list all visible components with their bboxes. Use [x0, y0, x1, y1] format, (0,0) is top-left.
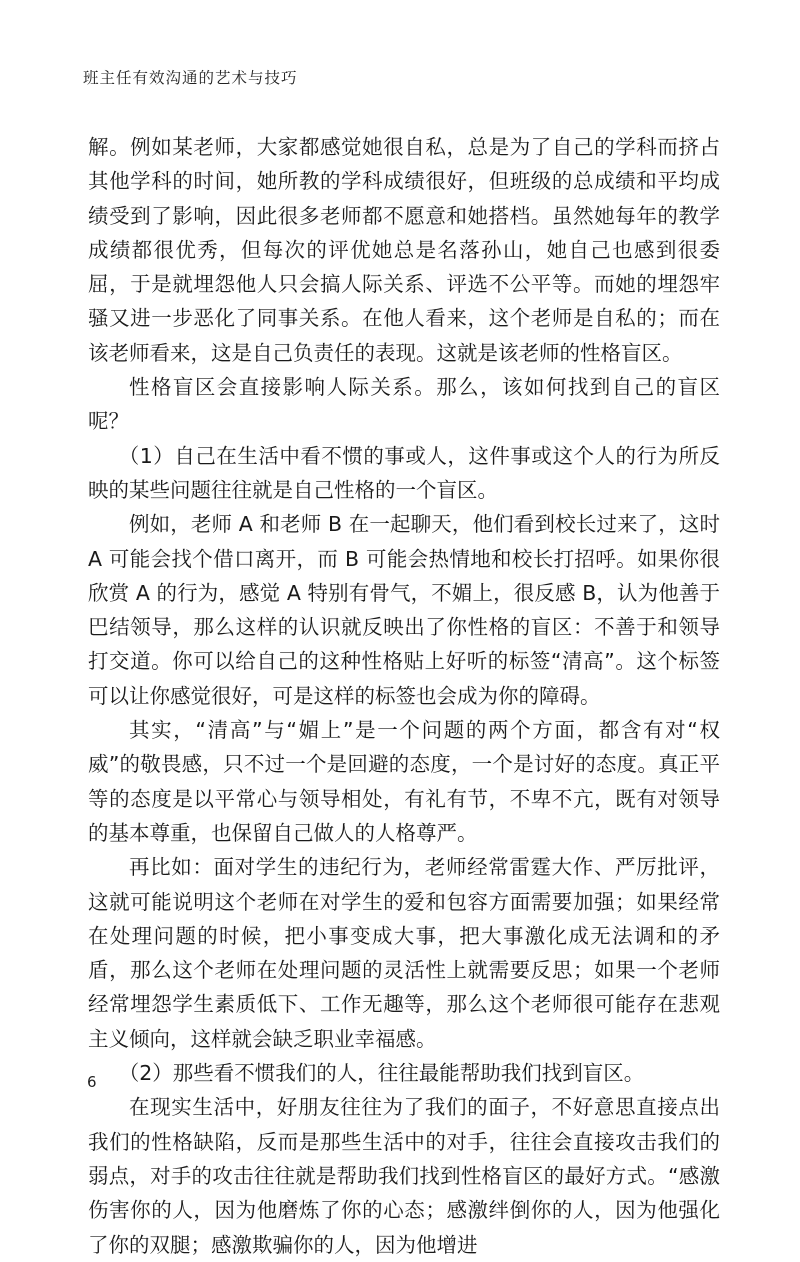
page-body [88, 130, 720, 1262]
paragraph-another-example: 再比如：面对学生的违纪行为，老师经常雷霆大作、严厉批评，这就可能说明这个老师在对学生的爱和包容方面需要加强；如果经常在处理问题的时候，把小事变成大事，把大事激化成无法调和的矛盾，那么这个老师在处理问题的灵活性上就需要反思；如果一个老师经常埋怨学生素质低下、工作无趣等，那么这个老师很可能存在悲观主义倾向，这样就会缺乏职业幸福感。 [88, 855, 720, 1051]
running-header-book-title: 班主任有效沟通的艺术与技巧 [83, 69, 298, 87]
page-number: 6 [87, 1073, 97, 1091]
list-item-1: （1）自己在生活中看不惯的事或人，这件事或这个人的行为所反映的某些问题往往就是自己性格的一个盲区。 [88, 443, 720, 502]
paragraph-example-a-b: 例如，老师 A 和老师 B 在一起聊天，他们看到校长过来了，这时 A 可能会找个借口离开，而 B 可能会热情地和校长打招呼。如果你很欣赏 A 的行为，感觉 A 特别有骨气，不媚上，很反感 B，认为他善于巴结领导，那么这样的认识就反映出了你性格的盲区：不善于和领导打交道。你可以给自己的这种性格贴上好听的标签“清高”。这个标签可以让你感觉很好，可是这样的标签也会成为你的障碍。 [88, 512, 720, 708]
paragraph-continued: 解。例如某老师，大家都感觉她很自私，总是为了自己的学科而挤占其他学科的时间，她所教的学科成绩很好，但班级的总成绩和平均成绩受到了影响，因此很多老师都不愿意和她搭档。虽然她每年的教学成绩都很优秀，但每次的评优她总是名落孙山，她自己也感到很委屈，于是就埋怨他人只会搞人际关系、评选不公平等。而她的埋怨牢骚又进一步恶化了同事关系。在他人看来，这个老师是自私的；而在该老师看来，这是自己负责任的表现。这就是该老师的性格盲区。 [88, 135, 720, 365]
paragraph-qinggao-meishang: 其实，“清高”与“媚上”是一个问题的两个方面，都含有对“权威”的敬畏感，只不过一个是回避的态度，一个是讨好的态度。真正平等的态度是以平常心与领导相处，有礼有节，不卑不亢，既有对领导的基本尊重，也保留自己做人的人格尊严。 [88, 718, 720, 845]
list-item-2: （2）那些看不惯我们的人，往往最能帮助我们找到盲区。 [118, 1061, 645, 1086]
paragraph-question: 性格盲区会直接影响人际关系。那么，该如何找到自己的盲区呢？ [88, 375, 720, 434]
paragraph-opponents: 在现实生活中，好朋友往往为了我们的面子，不好意思直接点出我们的性格缺陷，反而是那些生活中的对手，往往会直接攻击我们的弱点，对手的攻击往往就是帮助我们找到性格盲区的最好方式。“感激伤害你的人，因为他磨炼了你的心态；感激绊倒你的人，因为他强化了你的双腿；感激欺骗你的人，因为他增进 [88, 1095, 720, 1257]
